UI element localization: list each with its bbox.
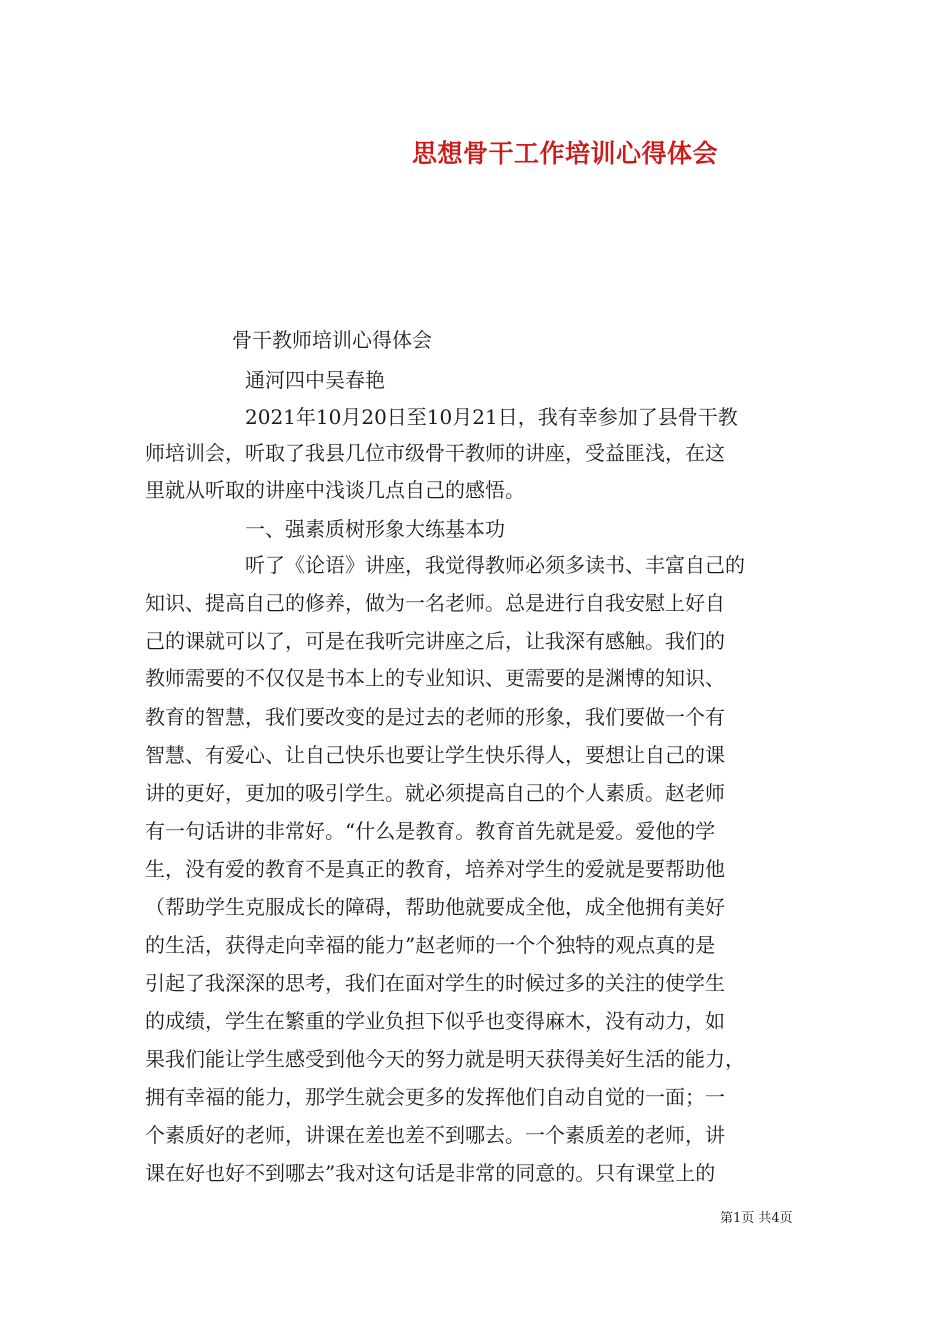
body-line: 骨干教师培训心得体会 [232,328,432,352]
body-line: 听了《论语》讲座，我觉得教师必须多读书、丰富自己的 [245,553,745,577]
body-line: 里就从听取的讲座中浅谈几点自己的感悟。 [145,478,525,502]
document-title: 思想骨干工作培训心得体会 [412,139,719,168]
body-line: 知识、提高自己的修养，做为一名老师。总是进行自我安慰上好自 [145,591,725,615]
body-line: 一、强素质树形象大练基本功 [245,517,505,541]
body-line: 课在好也好不到哪去”我对这句话是非常的同意的。只有课堂上的 [145,1161,716,1185]
body-line: 师培训会，听取了我县几位市级骨干教师的讲座，受益匪浅，在这 [145,441,725,465]
body-line: 的生活，获得走向幸福的能力”赵老师的一个个独特的观点真的是 [145,933,716,957]
body-line: 有一句话讲的非常好。“什么是教育。教育首先就是爱。爱他的学 [145,819,716,843]
body-line: 己的课就可以了，可是在我听完讲座之后，让我深有感触。我们的 [145,629,725,653]
body-line: 的成绩，学生在繁重的学业负担下似乎也变得麻木，没有动力，如 [145,1009,725,1033]
body-line: 拥有幸福的能力，那学生就会更多的发挥他们自动自觉的一面；一 [145,1085,725,1109]
body-line: 智慧、有爱心、让自己快乐也要让学生快乐得人，要想让自己的课 [145,743,725,767]
body-line: 讲的更好，更加的吸引学生。就必须提高自己的个人素质。赵老师 [145,781,725,805]
body-line: 果我们能让学生感受到他今天的努力就是明天获得美好生活的能力， [145,1047,745,1071]
body-line: 生，没有爱的教育不是真正的教育，培养对学生的爱就是要帮助他 [145,857,725,881]
body-line: 2021年10月20日至10月21日，我有幸参加了县骨干教 [245,405,738,429]
body-line: 通河四中吴春艳 [245,368,385,392]
body-line: 教师需要的不仅仅是书本上的专业知识、更需要的是渊博的知识、 [145,666,725,690]
body-line: 引起了我深深的思考，我们在面对学生的时候过多的关注的使学生 [145,971,725,995]
body-line: （帮助学生克服成长的障碍，帮助他就要成全他，成全他拥有美好 [145,895,725,919]
page-footer: 第1页 共4页 [720,1211,793,1226]
body-line: 个素质好的老师，讲课在差也差不到哪去。一个素质差的老师，讲 [145,1123,725,1147]
body-line: 教育的智慧，我们要改变的是过去的老师的形象，我们要做一个有 [145,705,725,729]
